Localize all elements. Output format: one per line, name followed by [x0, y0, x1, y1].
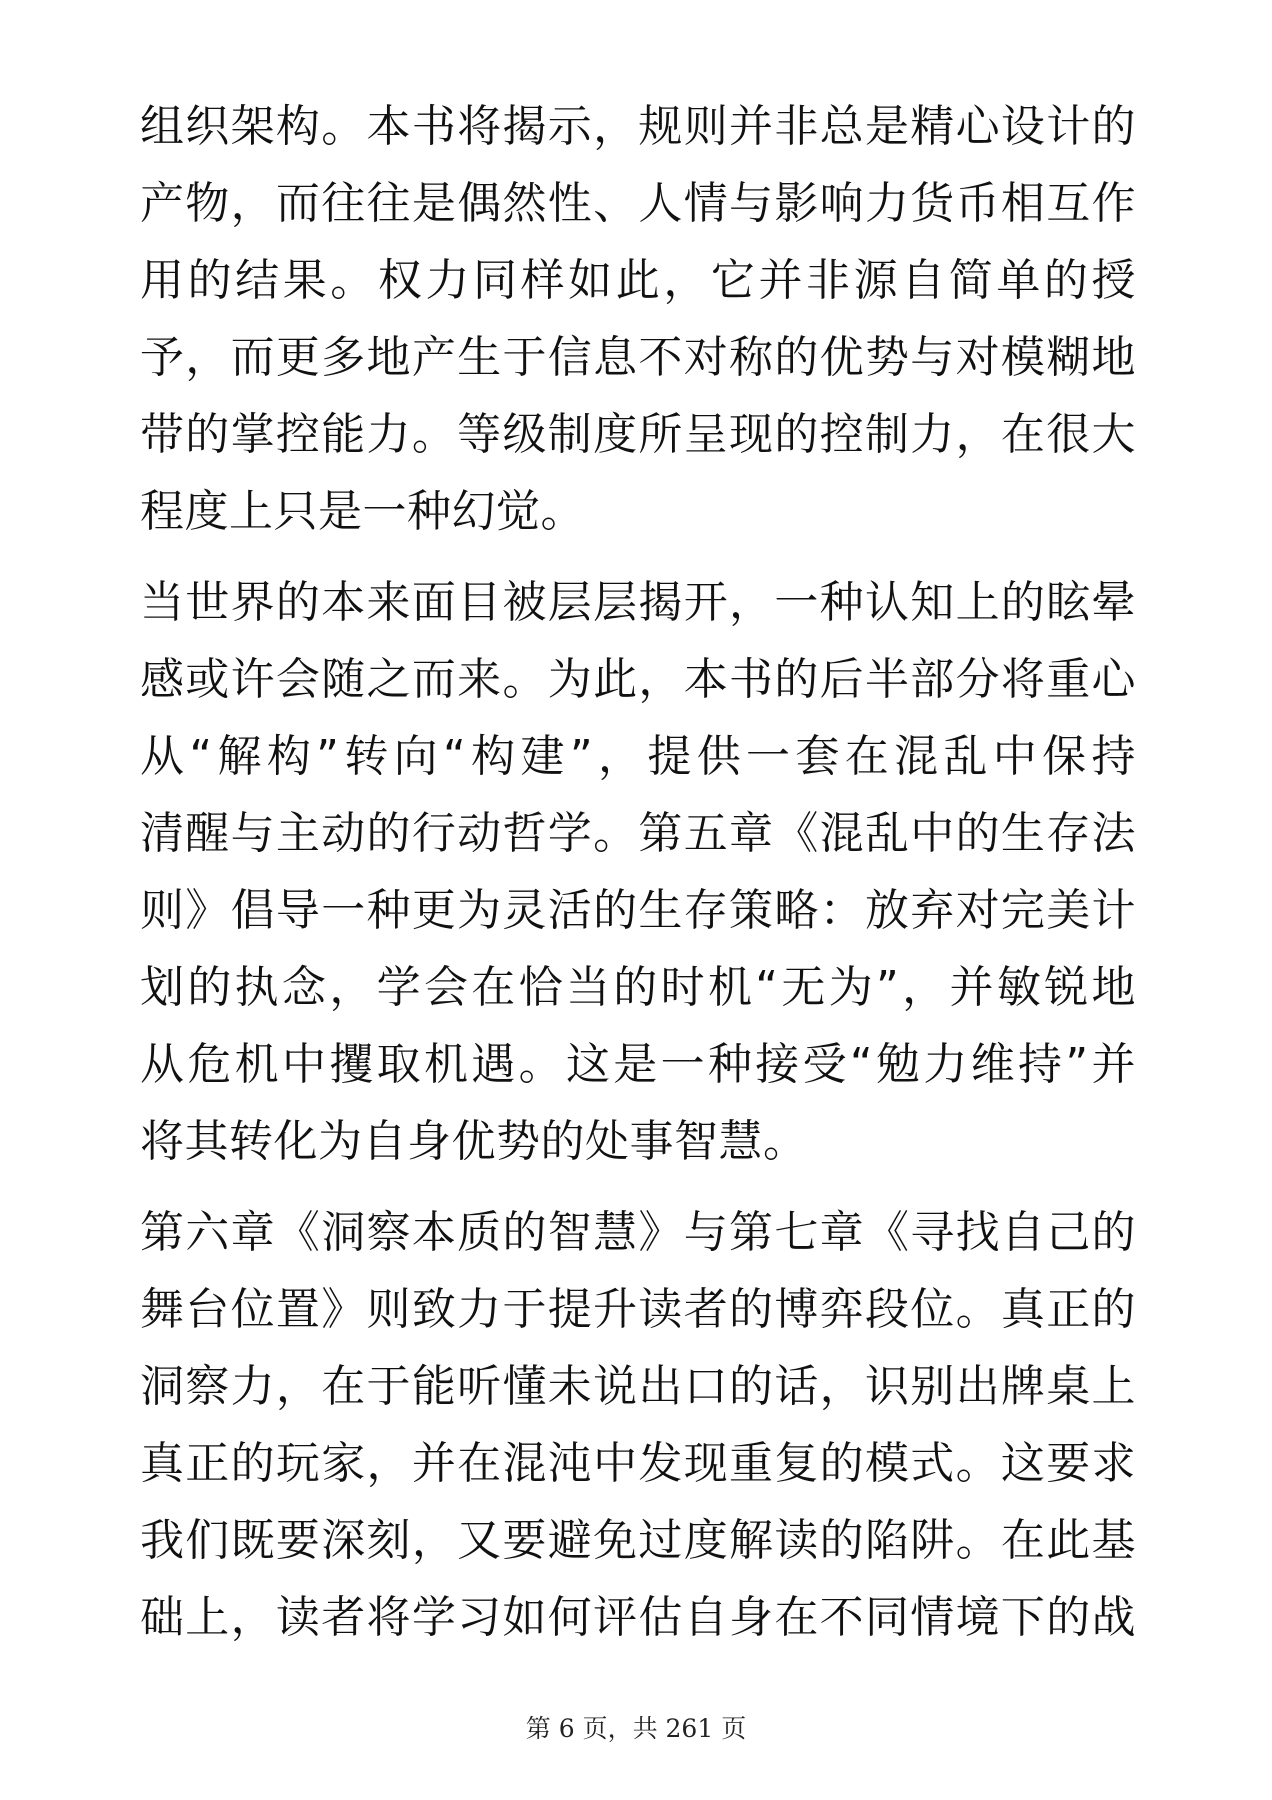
- text-line: 划的执念，学会在恰当的时机“无为”，并敏锐地: [140, 962, 1136, 1013]
- text-line: 真正的玩家，并在混沌中发现重复的模式。这要求: [140, 1438, 1136, 1489]
- text-line: 从“解构”转向“构建”，提供一套在混乱中保持: [140, 731, 1136, 782]
- text-line: 组织架构。本书将揭示，规则并非总是精心设计的: [140, 101, 1136, 152]
- paragraph-3: [140, 1194, 1136, 1656]
- text-line: 础上，读者将学习如何评估自身在不同情境下的战: [140, 1592, 1136, 1643]
- text-line: 将其转化为自身优势的处事智慧。: [140, 1116, 808, 1167]
- text-line: 产物，而往往是偶然性、人情与影响力货币相互作: [140, 178, 1136, 229]
- text-line: 予，而更多地产生于信息不对称的优势与对模糊地: [140, 332, 1136, 383]
- paragraph-1: [140, 88, 1136, 550]
- text-line: 从危机中攫取机遇。这是一种接受“勉力维持”并: [140, 1039, 1136, 1090]
- text-line: 带的掌控能力。等级制度所呈现的控制力，在很大: [140, 409, 1136, 460]
- text-line: 第六章《洞察本质的智慧》与第七章《寻找自己的: [140, 1207, 1136, 1258]
- text-line: 我们既要深刻，又要避免过度解读的陷阱。在此基: [140, 1515, 1136, 1566]
- page-number: 第 6 页，共 261 页: [525, 1714, 747, 1743]
- text-line: 清醒与主动的行动哲学。第五章《混乱中的生存法: [140, 808, 1136, 859]
- text-line: 洞察力，在于能听懂未说出口的话，识别出牌桌上: [140, 1361, 1136, 1412]
- text-line: 则》倡导一种更为灵活的生存策略：放弃对完美计: [140, 885, 1136, 936]
- text-line: 当世界的本来面目被层层揭开，一种认知上的眩晕: [140, 577, 1136, 628]
- body-text: [140, 88, 1136, 1670]
- paragraph-2: [140, 564, 1136, 1180]
- text-line: 感或许会随之而来。为此，本书的后半部分将重心: [140, 654, 1136, 705]
- text-line: 舞台位置》则致力于提升读者的博弈段位。真正的: [140, 1284, 1136, 1335]
- text-line: 用的结果。权力同样如此，它并非源自简单的授: [140, 255, 1136, 306]
- text-line: 程度上只是一种幻觉。: [140, 486, 585, 537]
